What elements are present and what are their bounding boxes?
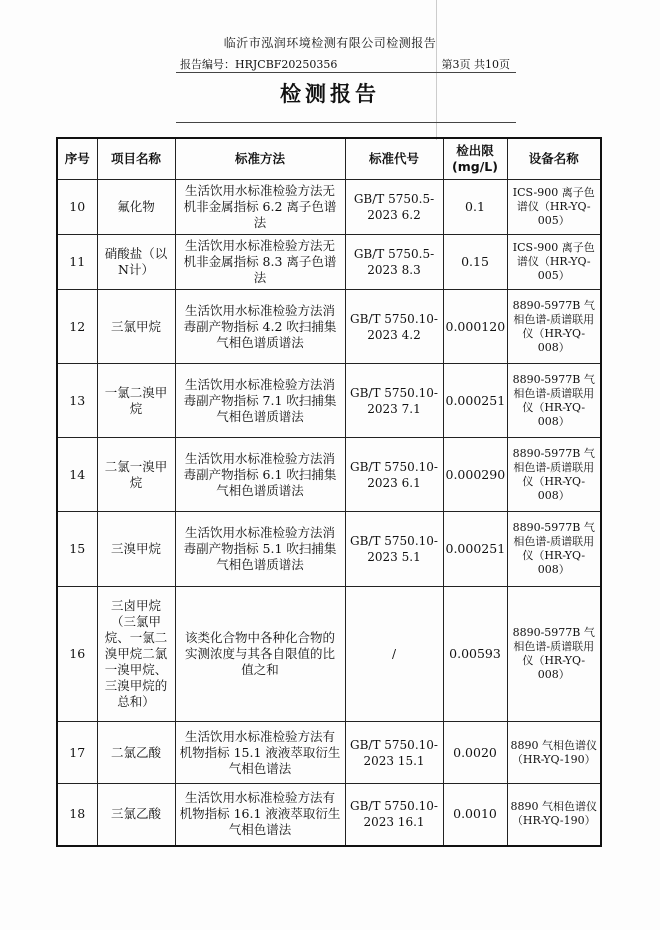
row-item: 二氯乙酸 (97, 722, 175, 784)
row-limit: 0.000290 (443, 438, 507, 512)
row-no: 10 (57, 180, 97, 235)
row-method: 该类化合物中各种化合物的实测浓度与其各自限值的比值之和 (175, 587, 345, 722)
row-item: 三氯乙酸 (97, 784, 175, 846)
row-no: 16 (57, 587, 97, 722)
row-method: 生活饮用水标准检验方法无机非金属指标 8.3 离子色谱法 (175, 235, 345, 290)
row-device: ICS-900 离子色谱仪（HR-YQ-005） (507, 235, 601, 290)
row-limit: 0.1 (443, 180, 507, 235)
row-device: 8890-5977B 气相色谱-质谱联用仪（HR-YQ-008） (507, 587, 601, 722)
page-title: 检测报告 (280, 82, 380, 106)
row-item: 三氯甲烷 (97, 290, 175, 364)
row-no: 12 (57, 290, 97, 364)
row-code: GB/T 5750.10-2023 5.1 (345, 512, 443, 587)
table-row (57, 438, 601, 512)
col-header-device: 设备名称 (507, 138, 601, 180)
row-code: GB/T 5750.10-2023 4.2 (345, 290, 443, 364)
row-no: 11 (57, 235, 97, 290)
header-rule (176, 72, 516, 73)
row-limit: 0.15 (443, 235, 507, 290)
col-header-limit: 检出限 (mg/L) (443, 138, 507, 180)
table-row (57, 235, 601, 290)
table-row (57, 784, 601, 846)
row-no: 18 (57, 784, 97, 846)
row-limit: 0.00593 (443, 587, 507, 722)
row-code: GB/T 5750.5-2023 6.2 (345, 180, 443, 235)
row-code: GB/T 5750.10-2023 7.1 (345, 364, 443, 438)
row-item: 硝酸盐（以N计） (97, 235, 175, 290)
company-header: 临沂市泓润环境检测有限公司检测报告 (223, 36, 437, 50)
row-device: ICS-900 离子色谱仪（HR-YQ-005） (507, 180, 601, 235)
row-code: GB/T 5750.10-2023 16.1 (345, 784, 443, 846)
row-device: 8890-5977B 气相色谱-质谱联用仪（HR-YQ-008） (507, 290, 601, 364)
col-header-code: 标准代号 (345, 138, 443, 180)
row-device: 8890-5977B 气相色谱-质谱联用仪（HR-YQ-008） (507, 438, 601, 512)
table-row (57, 180, 601, 235)
row-no: 15 (57, 512, 97, 587)
row-no: 14 (57, 438, 97, 512)
row-limit: 0.000120 (443, 290, 507, 364)
row-device: 8890-5977B 气相色谱-质谱联用仪（HR-YQ-008） (507, 512, 601, 587)
row-item: 三溴甲烷 (97, 512, 175, 587)
title-rule (176, 122, 516, 123)
table-row (57, 722, 601, 784)
report-number-line (180, 56, 510, 72)
table-row (57, 587, 601, 722)
col-header-item: 项目名称 (97, 138, 175, 180)
row-method: 生活饮用水标准检验方法消毒副产物指标 7.1 吹扫捕集气相色谱质谱法 (175, 364, 345, 438)
col-header-no: 序号 (57, 138, 97, 180)
row-device: 8890-5977B 气相色谱-质谱联用仪（HR-YQ-008） (507, 364, 601, 438)
table-header-row (57, 138, 601, 180)
row-limit: 0.000251 (443, 512, 507, 587)
col-header-method: 标准方法 (175, 138, 345, 180)
row-item: 三卤甲烷（三氯甲烷、一氯二溴甲烷二氯一溴甲烷、三溴甲烷的总和） (97, 587, 175, 722)
row-code: / (345, 587, 443, 722)
row-device: 8890 气相色谱仪（HR-YQ-190） (507, 784, 601, 846)
table-row (57, 364, 601, 438)
row-method: 生活饮用水标准检验方法消毒副产物指标 5.1 吹扫捕集气相色谱质谱法 (175, 512, 345, 587)
row-limit: 0.0010 (443, 784, 507, 846)
row-item: 一氯二溴甲烷 (97, 364, 175, 438)
row-method: 生活饮用水标准检验方法有机物指标 16.1 液液萃取衍生气相色谱法 (175, 784, 345, 846)
row-method: 生活饮用水标准检验方法消毒副产物指标 4.2 吹扫捕集气相色谱质谱法 (175, 290, 345, 364)
test-method-table (56, 137, 602, 847)
report-number: 报告编号：HRJCBF20250356 (180, 58, 338, 71)
row-code: GB/T 5750.5-2023 8.3 (345, 235, 443, 290)
page-number: 第3页 共10页 (441, 58, 510, 71)
row-no: 13 (57, 364, 97, 438)
table-row (57, 290, 601, 364)
row-item: 二氯一溴甲烷 (97, 438, 175, 512)
row-device: 8890 气相色谱仪（HR-YQ-190） (507, 722, 601, 784)
row-no: 17 (57, 722, 97, 784)
row-code: GB/T 5750.10-2023 6.1 (345, 438, 443, 512)
row-code: GB/T 5750.10-2023 15.1 (345, 722, 443, 784)
row-method: 生活饮用水标准检验方法消毒副产物指标 6.1 吹扫捕集气相色谱质谱法 (175, 438, 345, 512)
row-method: 生活饮用水标准检验方法有机物指标 15.1 液液萃取衍生气相色谱法 (175, 722, 345, 784)
row-limit: 0.0020 (443, 722, 507, 784)
table-row (57, 512, 601, 587)
row-method: 生活饮用水标准检验方法无机非金属指标 6.2 离子色谱法 (175, 180, 345, 235)
row-limit: 0.000251 (443, 364, 507, 438)
row-item: 氟化物 (97, 180, 175, 235)
